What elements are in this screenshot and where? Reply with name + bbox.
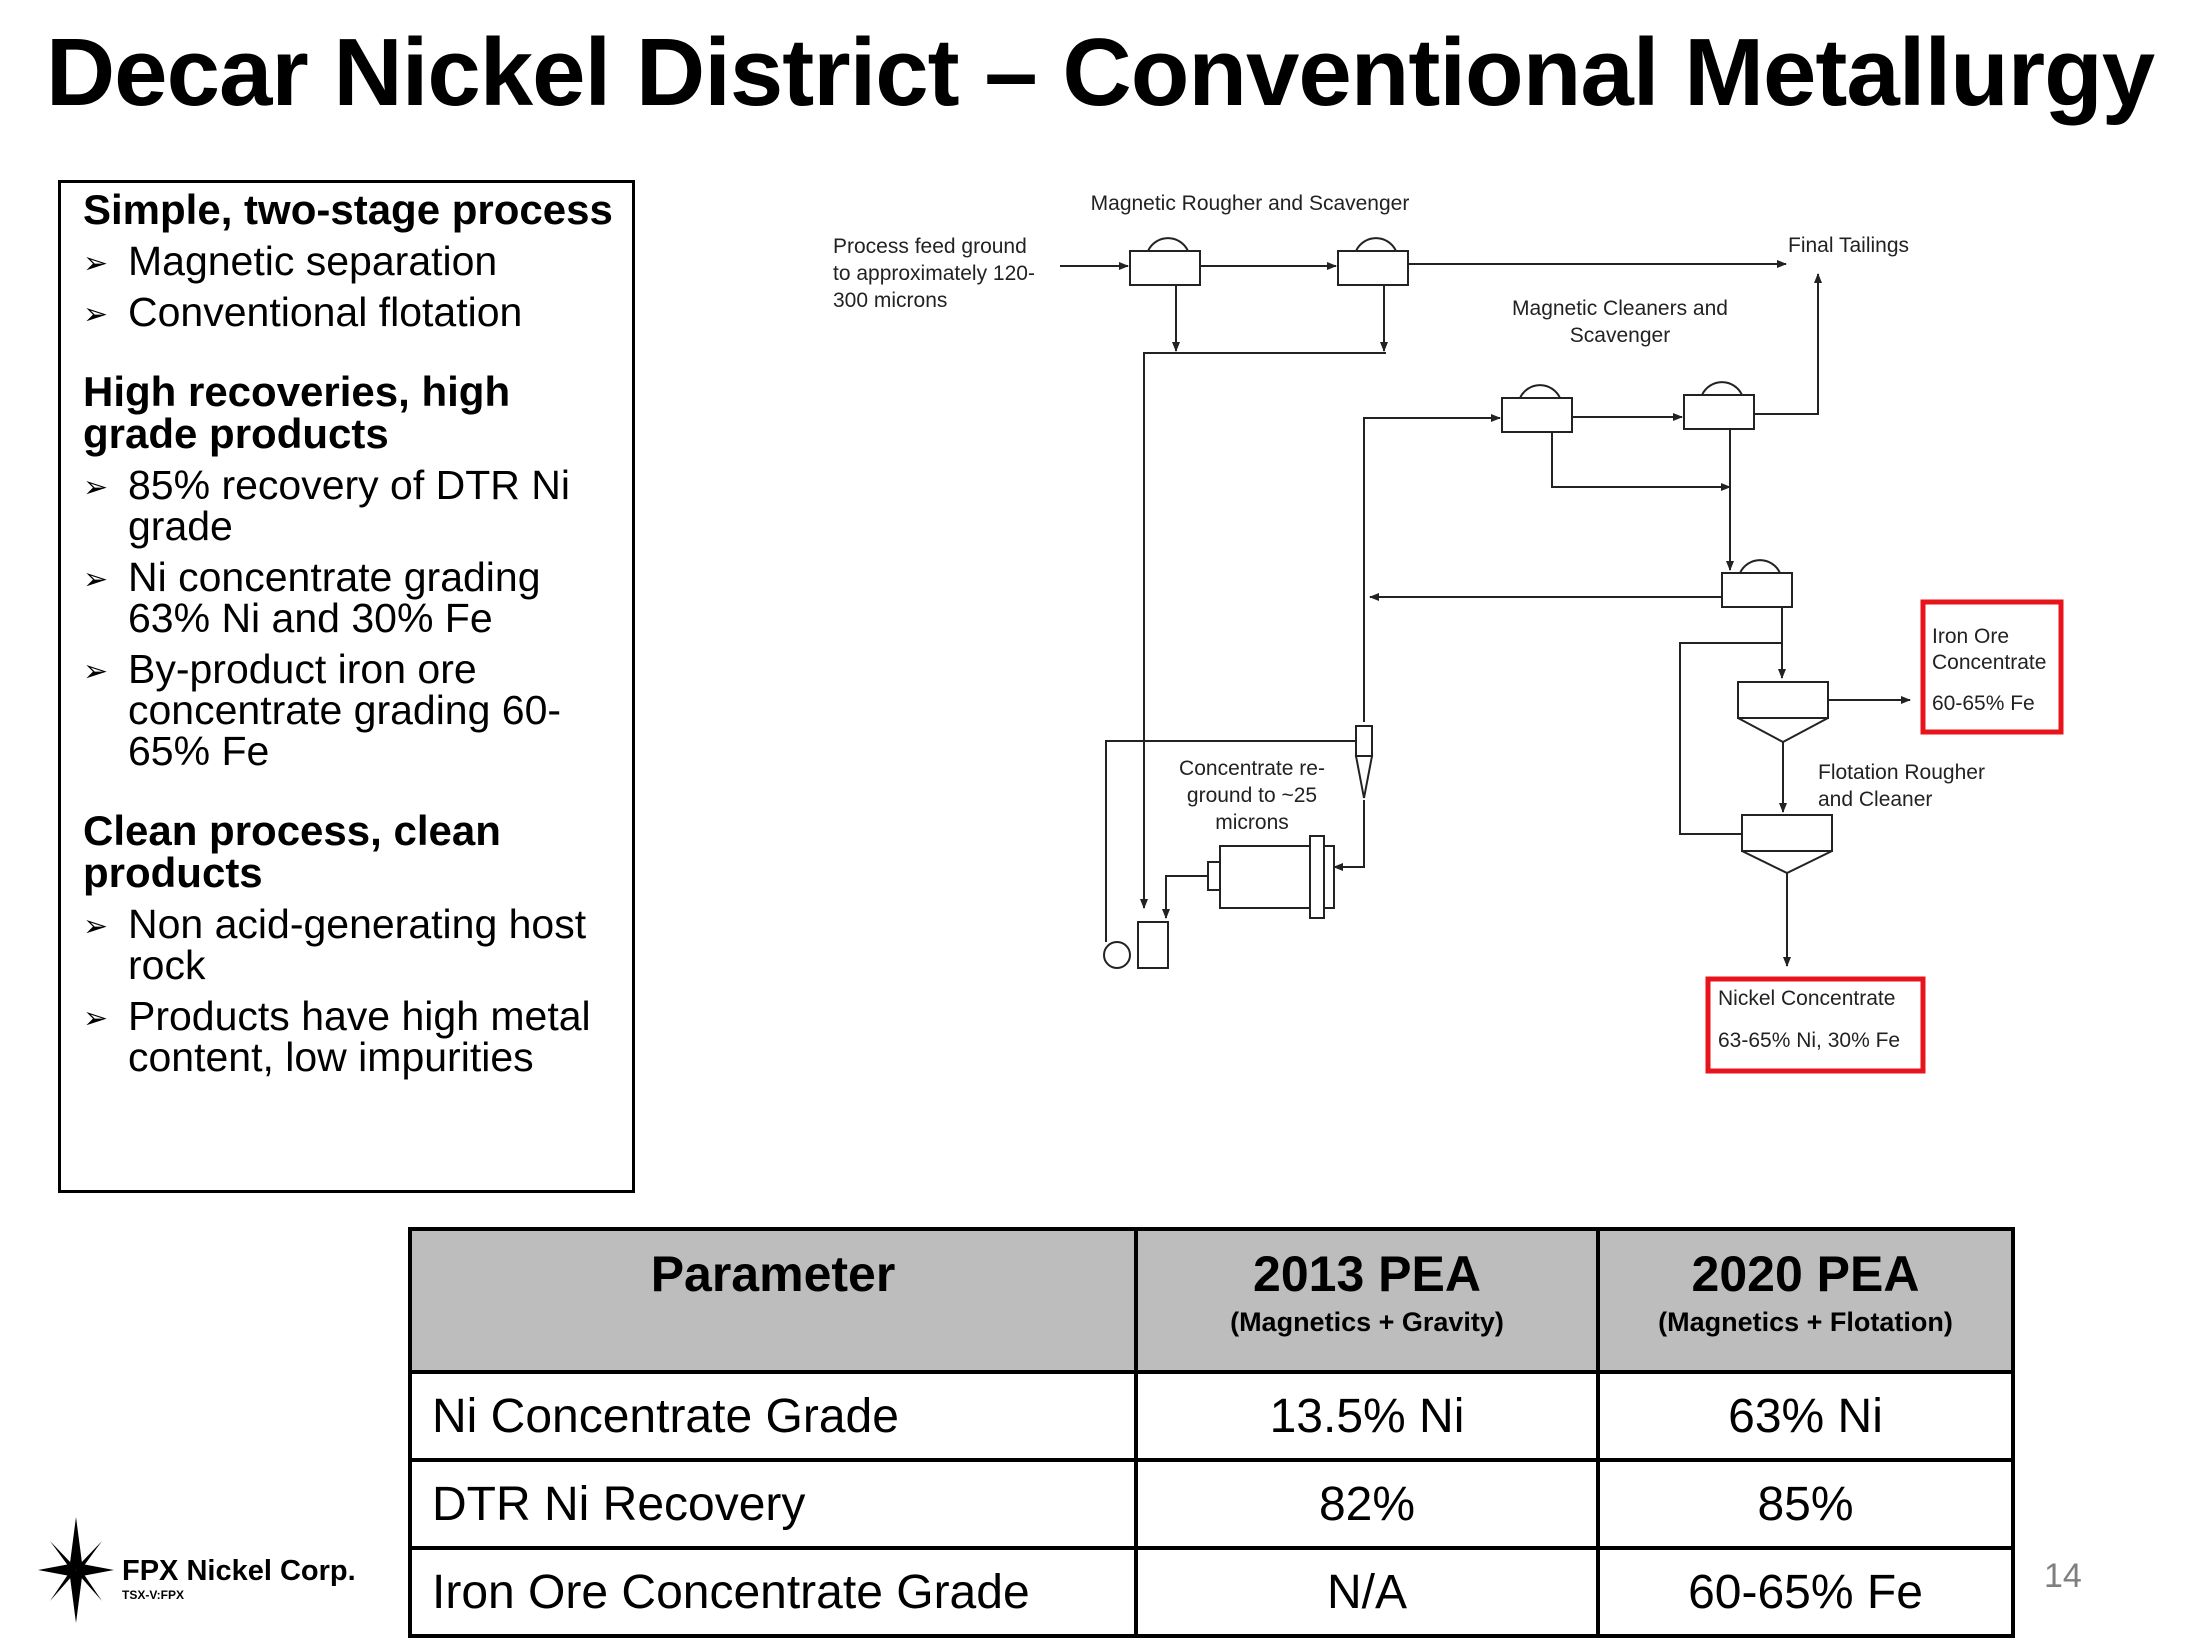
magnet-drum-icon: [1520, 385, 1560, 398]
company-name: FPX Nickel Corp.: [122, 1555, 356, 1587]
iron-ore-label: Concentrate: [1932, 651, 2047, 674]
magnetic-scavenger-unit: [1338, 251, 1408, 285]
column-header-2013: 2013 PEA (Magnetics + Gravity): [1136, 1229, 1598, 1372]
row-label: Iron Ore Concentrate Grade: [410, 1548, 1136, 1636]
bullet-item: ➢ Products have high metal content, low impurities: [83, 993, 591, 1080]
mag-rougher-label: Magnetic Rougher and Scavenger: [1090, 192, 1410, 215]
magnetic-cleaner-scavenger-unit: [1684, 395, 1754, 429]
section-heading: Clean process, clean products: [83, 807, 501, 896]
pea-comparison-table: [408, 1227, 2015, 1638]
feed-label: to approximately 120-: [833, 262, 1035, 285]
magnet-drum-icon: [1356, 238, 1396, 251]
mag-cleaners-label: Magnetic Cleaners and: [1512, 297, 1728, 320]
row-label: DTR Ni Recovery: [410, 1460, 1136, 1548]
flotation-rougher-cell: [1738, 682, 1828, 718]
cleaner-tailings-arrow: [1754, 274, 1818, 414]
table-header-row: [410, 1229, 2013, 1372]
iron-ore-grade: 60-65% Fe: [1932, 692, 2035, 715]
arrow-bullet-icon: ➢: [83, 471, 109, 504]
feed-label: 300 microns: [833, 289, 948, 312]
bullet-item: ➢ Ni concentrate grading 63% Ni and 30% Fe: [83, 554, 541, 641]
bullet-item: ➢ Non acid-generating host rock: [83, 901, 587, 988]
flotation-cone: [1742, 851, 1832, 873]
arrow-bullet-icon: ➢: [83, 655, 109, 688]
bullet-item: ➢ By-product iron ore concentrate grading 60-65% Fe: [83, 646, 562, 774]
regrind-mill: [1220, 846, 1310, 908]
arrow-bullet-icon: ➢: [83, 563, 109, 596]
cell-2013: 82%: [1136, 1460, 1598, 1548]
magnet-drum-icon: [1740, 560, 1780, 573]
cyclone-cone: [1356, 756, 1372, 798]
row-label: Ni Concentrate Grade: [410, 1372, 1136, 1460]
magnetic-cleaner-unit: [1502, 398, 1572, 432]
cleaner-recycle-line: [1680, 643, 1783, 834]
page-title: Decar Nickel District – Conventional Metallurgy: [45, 19, 2155, 126]
table-row: [410, 1372, 2013, 1460]
bullet-item: ➢ Magnetic separation: [83, 238, 498, 284]
flow-arrow: [1552, 432, 1730, 487]
pump-icon: [1104, 942, 1130, 968]
cell-2013: N/A: [1136, 1548, 1598, 1636]
flotation-label: Flotation Rougher: [1818, 761, 1985, 784]
regrind-label: Concentrate re-: [1179, 757, 1325, 780]
iron-ore-label: Iron Ore: [1932, 625, 2010, 648]
section-heading: High recoveries, high grade products: [83, 368, 511, 457]
arrow-bullet-icon: ➢: [83, 910, 109, 943]
nickel-concentrate-grade: 63-65% Ni, 30% Fe: [1718, 1029, 1901, 1052]
cell-2020: 60-65% Fe: [1598, 1548, 2013, 1636]
cell-2013: 13.5% Ni: [1136, 1372, 1598, 1460]
mag-cleaners-label: Scavenger: [1569, 324, 1671, 347]
column-header-parameter: Parameter: [410, 1229, 1136, 1372]
reground-feed-line: [1364, 418, 1500, 722]
page-number: 14: [2044, 1557, 2082, 1595]
regrind-label: ground to ~25: [1186, 784, 1318, 807]
mill-feed-end: [1208, 862, 1220, 890]
final-tailings-label: Final Tailings: [1788, 234, 1910, 257]
flotation-cleaner-cell: [1742, 815, 1832, 851]
magnet-drum-icon: [1702, 382, 1742, 395]
compass-star-logo-icon: [36, 1515, 116, 1625]
section-heading: Simple, two-stage process: [83, 186, 613, 233]
bullet-item: ➢ 85% recovery of DTR Ni grade: [83, 462, 571, 549]
cyclone-icon: [1356, 726, 1372, 756]
flotation-label: and Cleaner: [1818, 788, 1933, 811]
magnet-drum-icon: [1148, 238, 1188, 251]
magnetic-rougher-unit: [1130, 251, 1200, 285]
bullet-item: ➢ Conventional flotation: [83, 289, 523, 335]
sump-tank: [1138, 922, 1168, 968]
column-header-2020: 2020 PEA (Magnetics + Flotation): [1598, 1229, 2013, 1372]
flotation-cone: [1738, 718, 1828, 742]
feed-label: Process feed ground: [833, 235, 1027, 258]
flow-arrow: [1166, 876, 1208, 918]
arrow-bullet-icon: ➢: [83, 1002, 109, 1035]
final-magnetic-unit: [1722, 573, 1792, 607]
mill-discharge: [1324, 846, 1334, 908]
table-row: [410, 1548, 2013, 1636]
cell-2020: 63% Ni: [1598, 1372, 2013, 1460]
flow-arrow: [1334, 800, 1364, 867]
regrind-label: microns: [1215, 811, 1289, 834]
arrow-bullet-icon: ➢: [83, 298, 109, 331]
ticker-symbol: TSX-V:FPX: [122, 1588, 185, 1602]
nickel-concentrate-label: Nickel Concentrate: [1718, 987, 1896, 1010]
cell-2020: 85%: [1598, 1460, 2013, 1548]
arrow-bullet-icon: ➢: [83, 247, 109, 280]
mill-end-cap: [1310, 836, 1324, 918]
table-row: [410, 1460, 2013, 1548]
